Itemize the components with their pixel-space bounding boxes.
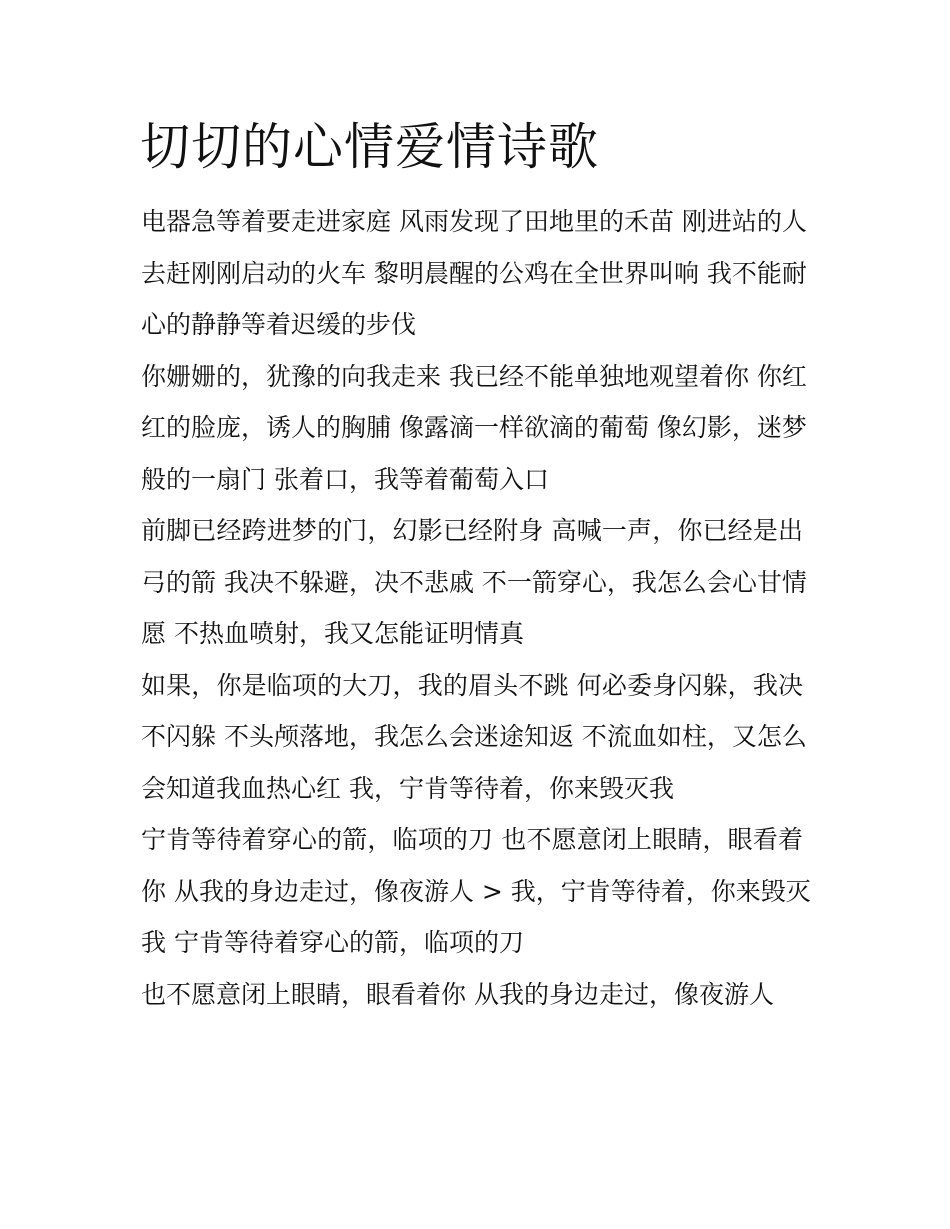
text-line: 你 从我的身边走过，像夜游人 > 我，宁肯等待着，你来毁灭 (141, 876, 811, 906)
paragraph-6 (141, 969, 803, 1021)
text-line: 般的一扇门 张着口，我等着葡萄入口 (141, 464, 549, 494)
text-line: 心的静静等着迟缓的步伐 (141, 310, 417, 339)
text-line: 前脚已经跨进梦的门，幻影已经附身 高喊一声，你已经是出 (141, 516, 803, 545)
document-title: 切切的心情爱情诗歌 (140, 118, 599, 176)
paragraph-1 (141, 196, 807, 351)
text-line: 愿 不热血喷射，我又怎能证明情真 (141, 619, 524, 648)
text-line: 去赶刚刚启动的火车 黎明晨醒的公鸡在全世界叫响 我不能耐 (141, 258, 807, 288)
text-line: 宁肯等待着穿心的箭，临项的刀 也不愿意闭上眼睛，眼看着 (141, 825, 803, 854)
text-line: 电器急等着要走进家庭 风雨发现了田地里的禾苗 刚进站的人 (141, 207, 807, 236)
text-line: 红的脸庞，诱人的胸脯 像露滴一样欲滴的葡萄 像幻影，迷梦 (141, 413, 807, 442)
text-line: 你姗姗的，犹豫的向我走来 我已经不能单独地观望着你 你红 (141, 361, 807, 391)
text-line: 也不愿意闭上眼睛，眼看着你 从我的身边走过，像夜游人 (141, 979, 774, 1009)
text-line: 如果，你是临项的大刀，我的眉头不跳 何必委身闪躲，我决 (141, 670, 803, 700)
text-line: 不闪躲 不头颅落地，我怎么会迷途知返 不流血如柱，又怎么 (141, 722, 807, 751)
poem-body (141, 196, 811, 1020)
paragraph-4 (141, 660, 807, 815)
paragraph-3 (141, 505, 807, 660)
text-line: 我 宁肯等待着穿心的箭，临项的刀 (141, 928, 524, 957)
text-line: 弓的箭 我决不躲避，决不悲戚 不一箭穿心，我怎么会心甘情 (141, 567, 807, 597)
text-line: 会知道我血热心红 我，宁肯等待着，你来毁灭我 (141, 773, 674, 803)
paragraph-5 (141, 814, 811, 969)
paragraph-2 (141, 351, 807, 506)
